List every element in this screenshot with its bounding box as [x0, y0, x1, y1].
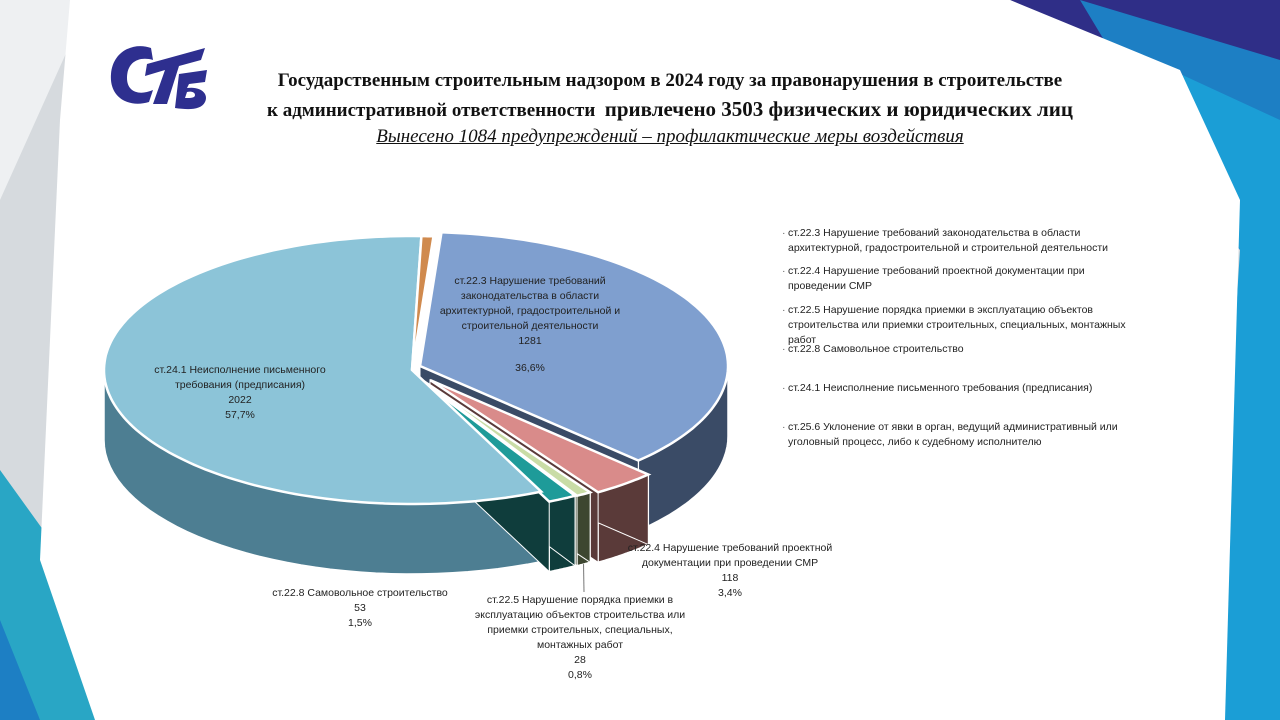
- subtitle-warnings: Вынесено 1084 предупреждений – профилактические меры воздействия: [376, 126, 964, 147]
- legend-text: ст.25.6 Уклонение от явки в орган, ведущий административный или: [788, 421, 1118, 433]
- data-label-value: 1281: [518, 335, 542, 347]
- data-label-s223: [430, 274, 630, 376]
- data-label-s228: [250, 586, 470, 631]
- legend-text: уголовный процесс, либо к судебному исполнителю: [788, 436, 1042, 448]
- legend-marker: ·: [782, 265, 786, 277]
- data-label-text: ст.24.1 Неисполнение письменного: [154, 364, 326, 376]
- legend-marker: ·: [782, 304, 786, 316]
- legend-text: проведении СМР: [788, 280, 873, 292]
- data-label-text: требования (предписания): [174, 379, 306, 391]
- legend-text: ст.22.3 Нарушение требований законодательства в области: [788, 227, 1081, 239]
- legend-item: [782, 226, 1178, 256]
- data-label-percent: 57,7%: [225, 409, 255, 421]
- legend-marker: ·: [782, 227, 786, 239]
- data-label-percent: 3,4%: [718, 587, 742, 599]
- legend-item: [782, 420, 1178, 450]
- data-label-text: ст.22.4 Нарушение требований проектной: [627, 542, 833, 554]
- legend-item: [782, 342, 1178, 357]
- data-label-text: законодательства в области: [460, 290, 600, 302]
- legend-text: архитектурной, градостроительной и строительной деятельности: [788, 242, 1109, 254]
- legend-marker: ·: [782, 382, 786, 394]
- title-line-2-part-b: привлечено 3503 физических и юридических лиц: [604, 97, 1073, 121]
- data-label-s225: [460, 593, 700, 683]
- data-label-percent: 0,8%: [568, 669, 592, 681]
- data-label-value: 28: [574, 654, 586, 666]
- data-label-text: ст.22.5 Нарушение порядка приемки в: [486, 594, 674, 606]
- legend-item: [782, 264, 1178, 294]
- legend-item: [782, 381, 1178, 396]
- title-line-1: Государственным строительным надзором в 2024 году за правонарушения в строительстве: [277, 70, 1063, 91]
- title-line-2-part-a: к административной ответственности: [267, 100, 596, 121]
- data-label-text: ст.22.3 Нарушение требований: [454, 275, 606, 287]
- legend-text: работ: [788, 334, 817, 346]
- data-label-value: 118: [721, 572, 739, 584]
- legend-marker: ·: [782, 421, 786, 433]
- data-label-value: 53: [354, 602, 366, 614]
- data-label-text: эксплуатацию объектов строительства или: [474, 609, 686, 621]
- data-label-s224: [600, 541, 860, 601]
- data-label-percent: 36,6%: [515, 362, 545, 374]
- legend-text: ст.22.8 Самовольное строительство: [788, 343, 964, 355]
- legend-marker: ·: [782, 343, 786, 355]
- data-label-percent: 1,5%: [348, 617, 372, 629]
- data-label-text: документации при проведении СМР: [641, 557, 819, 569]
- legend-text: строительства или приемки строительных, специальных, монтажных: [788, 319, 1126, 331]
- data-label-s241: [120, 363, 360, 423]
- legend-text: ст.24.1 Неисполнение письменного требования (предписания): [788, 382, 1093, 394]
- data-label-text: архитектурной, градостроительной и: [439, 305, 621, 317]
- data-label-text: приемки строительных, специальных,: [487, 624, 673, 636]
- legend-text: ст.22.5 Нарушение порядка приемки в эксплуатацию объектов: [788, 304, 1094, 316]
- legend-text: ст.22.4 Нарушение требований проектной документации при: [788, 265, 1085, 277]
- data-label-text: строительной деятельности: [461, 320, 599, 332]
- data-label-text: монтажных работ: [536, 639, 624, 651]
- data-label-value: 2022: [228, 394, 252, 406]
- data-label-text: ст.22.8 Самовольное строительство: [272, 587, 448, 599]
